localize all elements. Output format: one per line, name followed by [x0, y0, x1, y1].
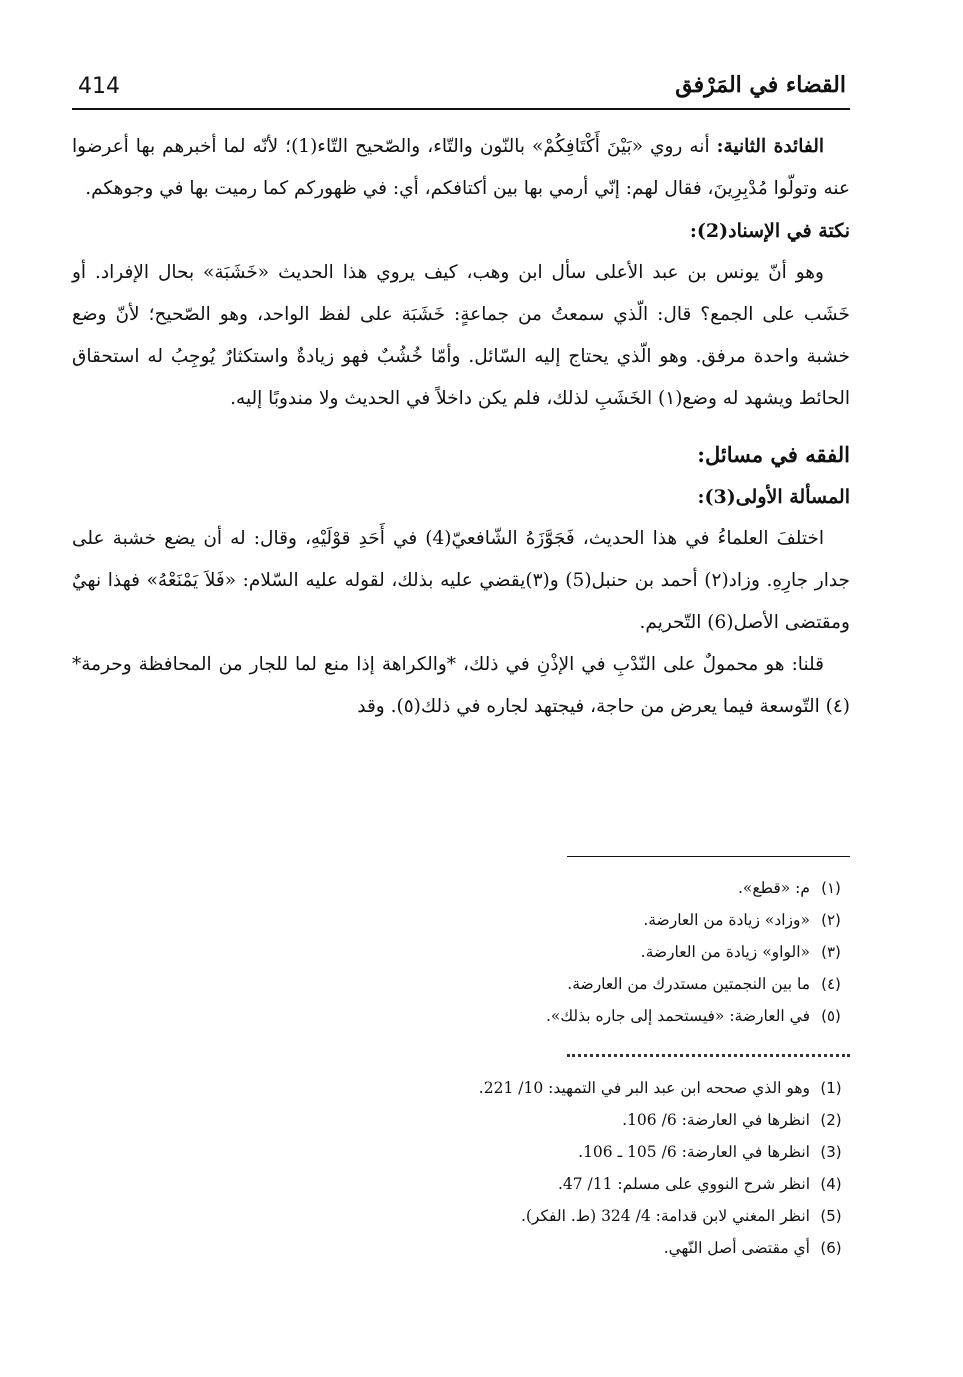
paragraph-text: أنه روي «بَيْنَ أَكْتَافِكُمْ» بالنّون والتّاء، والصّحيح التّاء(1)؛ لأنّه لما أخبرهم بها أعرضوا عنه وتولّوا مُدْبِرِينَ، فقال لهم: إنّي أرمي بها بين أكتافكم، أي: في ظهوركم كما رميت بها في وجوهكم. [72, 136, 850, 199]
heading-isnad-note: نكتة في الإسناد(2): [689, 220, 850, 242]
paragraph-we-said: قلنا: هو محمولٌ على النّدْبِ في الإذْنِ في ذلك، *والكراهة إذا منع لما للجار من المحافظة وحرمة*(٤) التّوسعة فيما يعرض من حاجة، فيجتهد لجاره في ذلك(٥). وقد [72, 654, 850, 717]
footnote-text: انظرها في العارضة: 6/ 105 ـ 106. [578, 1143, 810, 1161]
heading-first-issue: المسألة الأولى(3): [697, 486, 850, 508]
footnote-item [100, 1136, 852, 1168]
paragraph-lead: الفائدة الثانية: [716, 136, 824, 157]
footnote-separator [567, 856, 850, 857]
footnote-item [100, 968, 852, 1000]
section-heading-fiqh: الفقه في مسائل: [697, 442, 850, 467]
footnote-text: «الواو» زيادة من العارضة. [640, 943, 810, 961]
main-text [72, 126, 850, 728]
footnote-item [100, 1232, 852, 1264]
paragraph-scholars-differ: اختلفَ العلماءُ في هذا الحديث، فَجَوَّزَهُ الشّافعيّ(4) في أَحَدِ قوْلَيْهِ، وقال: له أن يضع خشبة على جدار جارِهِ. وزاد(٢) أحمد بن حنبل(5) و(٣)يقضي عليه بذلك، لقوله عليه السّلام: «فَلاَ يَمْنَعْهُ» فهذا نهيٌ ومقتضى الأصل(6) التّحريم. [72, 528, 850, 633]
footnote-item [100, 1200, 852, 1232]
footnote-text: انظر المغني لابن قدامة: 4/ 324 (ط. الفكر). [520, 1207, 810, 1225]
footnote-mark: (٤) [821, 975, 841, 993]
footnote-text: وهو الذي صححه ابن عبد البر في التمهيد: 10/ 221. [478, 1079, 810, 1097]
footnote-mark: (2) [820, 1111, 842, 1129]
footnote-mark: (١) [821, 879, 841, 897]
footnote-item [100, 1104, 852, 1136]
footnote-mark: (٣) [821, 943, 841, 961]
paragraph-isnad: وهو أنّ يونس بن عبد الأعلى سأل ابن وهب، كيف يروي هذا الحديث «خَشَبَة» بحال الإفراد. أو خَشَب على الجمع؟ قال: الّذي سمعتُ من جماعةٍ: خَشَبَة على لفظ الواحد، وهو الصّحيح؛ لأنّ وضع خشبة واحدة مرفق. وهو الّذي يحتاج إليه السّائل. وأمّا خُشُبٌ فهو زيادةٌ واستكثارٌ يُوجِبُ له استحقاق الحائط ويشهد له وضع(١) الخَشَبِ لذلك، فلم يكن داخلاً في الحديث ولا مندوبًا إليه. [72, 262, 850, 409]
footnote-item [100, 1072, 852, 1104]
footnote-item [100, 936, 852, 968]
page-number: 414 [78, 74, 120, 99]
footnote-item [100, 1168, 852, 1200]
footnote-text: في العارضة: «فيستحمد إلى جاره بذلك». [545, 1007, 810, 1025]
source-footnotes [100, 1072, 852, 1264]
running-title: القضاء في المَرْفق [675, 72, 846, 98]
paragraph-second-benefit [72, 126, 850, 210]
footnote-mark: (5) [820, 1207, 842, 1225]
footnote-item [100, 904, 852, 936]
footnote-mark: (٢) [821, 911, 841, 929]
footnote-text: ما بين النجمتين مستدرك من العارضة. [567, 975, 810, 993]
footnote-text: «وزاد» زيادة من العارضة. [643, 911, 810, 929]
footnote-text: انظرها في العارضة: 6/ 106. [622, 1111, 810, 1129]
footnote-mark: (3) [820, 1143, 842, 1161]
page-header [72, 68, 850, 110]
footnote-mark: (6) [820, 1239, 842, 1257]
footnote-item [100, 872, 852, 904]
footnote-mark: (4) [820, 1175, 842, 1193]
manuscript-footnotes [100, 872, 852, 1032]
footnote-dotted-separator [567, 1054, 850, 1057]
footnote-mark: (٥) [821, 1007, 841, 1025]
footnote-text: م: «قطع». [737, 879, 810, 897]
footnote-text: انظر شرح النووي على مسلم: 11/ 47. [557, 1175, 810, 1193]
footnote-item [100, 1000, 852, 1032]
footnote-mark: (1) [820, 1079, 842, 1097]
footnote-text: أي مقتضى أصل النّهي. [663, 1239, 810, 1257]
